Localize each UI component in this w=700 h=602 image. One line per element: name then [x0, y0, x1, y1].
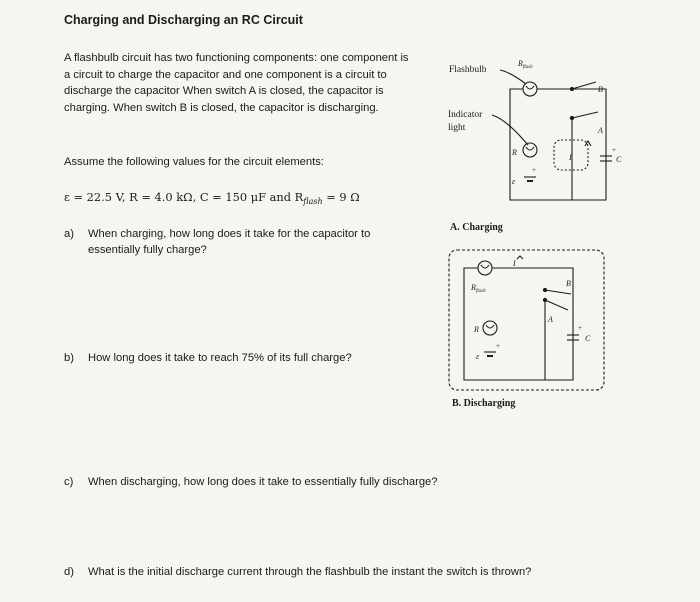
- circuit-a-c-label: C: [616, 155, 622, 164]
- question-b-text: How long does it take to reach 75% of its full charge?: [88, 352, 352, 364]
- question-b-label: b): [64, 352, 74, 364]
- switch-b-pivot: [570, 87, 573, 90]
- circuit-b-emf-label: ε: [476, 352, 480, 361]
- circuit-b-c-label: C: [585, 334, 591, 343]
- values-main: ε = 22.5 V, R = 4.0 kΩ, C = 150 μF and R: [64, 190, 304, 204]
- circuit-b-cap-plus: +: [578, 324, 582, 332]
- circuit-a-r-label: R: [512, 148, 517, 157]
- page-title: Charging and Discharging an RC Circuit: [64, 13, 303, 27]
- circuit-a-rflash-label: $R_{flash}$: [518, 59, 533, 70]
- circuit-a-b-label: B: [598, 85, 603, 94]
- indicator-label-line2: light: [448, 123, 466, 133]
- circuit-b-b-label: B: [566, 279, 571, 288]
- circuit-a-charging: [492, 70, 612, 200]
- question-a-line2: essentially fully charge?: [88, 244, 207, 256]
- circuit-b-rflash-label: $R_{flash}$: [471, 283, 486, 294]
- caption-charging: A. Charging: [450, 222, 503, 233]
- circuit-a-i-label: I: [569, 153, 572, 162]
- question-c-label: c): [64, 476, 74, 488]
- circuit-a-plus: +: [532, 166, 536, 174]
- circuit-b-current-loop: [449, 250, 604, 390]
- circuit-b-switch-b-pivot: [543, 288, 546, 291]
- circuit-b-switch-a-pivot: [543, 298, 546, 301]
- caption-discharging: B. Discharging: [452, 398, 516, 409]
- circuit-b-outer-loop: [464, 268, 573, 380]
- intro-paragraph: A flashbulb circuit has two functioning components: one component is a circuit to charge the capacitor and one component is a circuit to discharge the capacitor When switch A is closed, the capacitor is charging. When switch B is closed, the capacitor is discharging.: [64, 52, 409, 114]
- question-a-line1: When charging, how long does it take for the capacitor to: [88, 228, 371, 240]
- values-rflash-sub: flash: [303, 197, 323, 206]
- question-c-text: When discharging, how long does it take to essentially fully discharge?: [88, 476, 438, 488]
- question-d-label: d): [64, 566, 74, 578]
- indicator-label-line1: Indicator: [448, 110, 483, 120]
- circuit-a-outer-loop: [510, 89, 606, 200]
- circuit-b-switch-b-blade: [545, 290, 571, 294]
- circuit-a-cap-plus: +: [612, 146, 616, 154]
- assume-text: Assume the following values for the circuit elements:: [64, 156, 324, 168]
- circuit-b-switch-a-blade: [545, 300, 568, 310]
- flashbulb-pointer: [500, 70, 526, 84]
- switch-a-blade: [572, 112, 598, 118]
- circuit-a-emf-label: ε: [512, 177, 516, 186]
- circuit-a-labels: [511, 59, 622, 186]
- switch-b-blade: [572, 82, 596, 89]
- circuit-b-i-label: I: [513, 259, 516, 268]
- switch-a-pivot: [570, 116, 573, 119]
- question-d-text: What is the initial discharge current through the flashbulb the instant the switch is thrown?: [88, 566, 532, 578]
- circuit-b-a-label: A: [548, 315, 553, 324]
- flashbulb-label: Flashbulb: [449, 65, 487, 75]
- circuit-a-a-label: A: [598, 126, 603, 135]
- values-rflash-val: = 9 Ω: [322, 190, 360, 204]
- circuit-b-r-label: R: [474, 325, 479, 334]
- circuit-b-discharging: [449, 250, 604, 390]
- circuit-b-arrowhead: [517, 256, 523, 259]
- question-a-label: a): [64, 228, 74, 240]
- circuit-b-plus: +: [496, 342, 500, 350]
